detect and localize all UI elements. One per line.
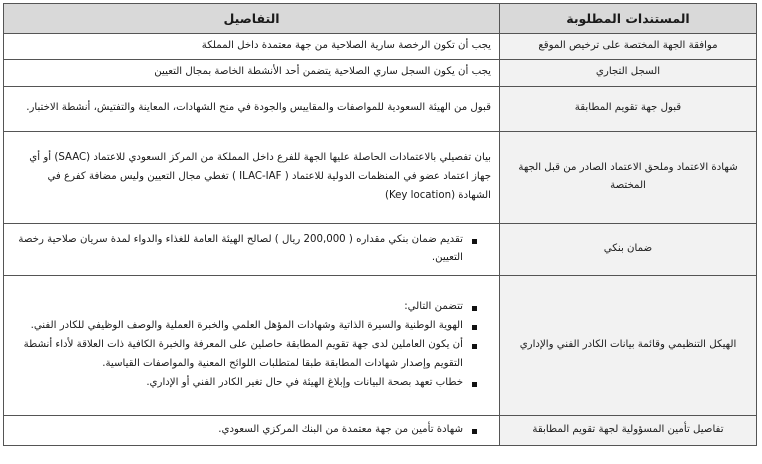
bullet-marker: [472, 239, 477, 244]
bullet-list: [12, 231, 491, 269]
details-cell: [4, 415, 500, 445]
list-item: [12, 336, 477, 374]
bullet-marker: [472, 382, 477, 387]
details-cell: بيان تفصيلي بالاعتمادات الحاصلة عليها الجهة للفرع داخل المملكة من المركز السعودي للاعتماد (SAAC) أو أي جهاز اعتماد عضو في المنظمات الدولية للاعتماد ( ILAC-IAF ) تغطي مجال التعيين وليس مضافة كفرع في الشهادة (Key location): [4, 131, 500, 223]
details-cell: يجب أن يكون السجل ساري الصلاحية يتضمن أحد الأنشطة الخاصة بمجال التعيين: [4, 59, 500, 86]
document-cell: موافقة الجهة المختصة على ترخيص الموقع: [500, 34, 757, 60]
details-cell: قبول من الهيئة السعودية للمواصفات والمقاييس والجودة في منح الشهادات، المعاينة والتفتيش، أنشطة الاختبار.: [4, 86, 500, 131]
table-row: [4, 131, 757, 223]
table-row: [4, 223, 757, 275]
list-item-text: أن يكون العاملين لدى جهة تقويم المطابقة حاصلين على المعرفة والخبرة الكافية ذات العلاقة لأداء أنشطة التقويم وإصدار شهادات المطابقة طبقا لمتطلبات اللوائح المعنية والمواصفات القياسية.: [23, 338, 463, 369]
list-item: [12, 298, 477, 317]
list-item: [12, 317, 477, 336]
document-cell: السجل التجاري: [500, 59, 757, 86]
bullet-list: [12, 421, 491, 440]
table-row: [4, 34, 757, 60]
bullet-marker: [472, 429, 477, 434]
document-cell: ضمان بنكي: [500, 223, 757, 275]
bullet-marker: [472, 344, 477, 349]
details-cell: [4, 275, 500, 415]
list-item-text: الهوية الوطنية والسيرة الذاتية وشهادات المؤهل العلمي والخبرة العملية والوصف الوظيفي للكادر الفني.: [30, 320, 463, 332]
bullet-marker: [472, 325, 477, 330]
bullet-marker: [472, 306, 477, 311]
list-item-text: شهادة تأمين من جهة معتمدة من البنك المركزي السعودي.: [218, 423, 463, 435]
document-cell: تفاصيل تأمين المسؤولية لجهة تقويم المطابقة: [500, 415, 757, 445]
table-row: [4, 59, 757, 86]
details-cell: يجب أن تكون الرخصة سارية الصلاحية من جهة معتمدة داخل المملكة: [4, 34, 500, 60]
document-cell: شهادة الاعتماد وملحق الاعتماد الصادر من قبل الجهة المختصة: [500, 131, 757, 223]
list-item-text: تتضمن التالي:: [404, 301, 463, 313]
requirements-table: [3, 3, 757, 446]
details-cell: [4, 223, 500, 275]
header-details: التفاصيل: [4, 4, 500, 34]
list-item: [12, 421, 477, 440]
document-cell: الهيكل التنظيمي وقائمة بيانات الكادر الفني والإداري: [500, 275, 757, 415]
bullet-list: [12, 298, 491, 392]
list-item-text: خطاب تعهد بصحة البيانات وإبلاغ الهيئة في حال تغير الكادر الفني أو الإداري.: [146, 376, 463, 388]
table-row: [4, 275, 757, 415]
list-item: [12, 374, 477, 393]
header-documents: المستندات المطلوبة: [500, 4, 757, 34]
document-cell: قبول جهة تقويم المطابقة: [500, 86, 757, 131]
table-row: [4, 415, 757, 445]
list-item-text: تقديم ضمان بنكي مقداره ( 200,000 ريال ) لصالح الهيئة العامة للغذاء والدواء لمدة سريان صلاحية رخصة التعيين.: [18, 233, 463, 264]
table-row: [4, 86, 757, 131]
list-item: [12, 231, 477, 269]
table-header-row: [4, 4, 757, 34]
